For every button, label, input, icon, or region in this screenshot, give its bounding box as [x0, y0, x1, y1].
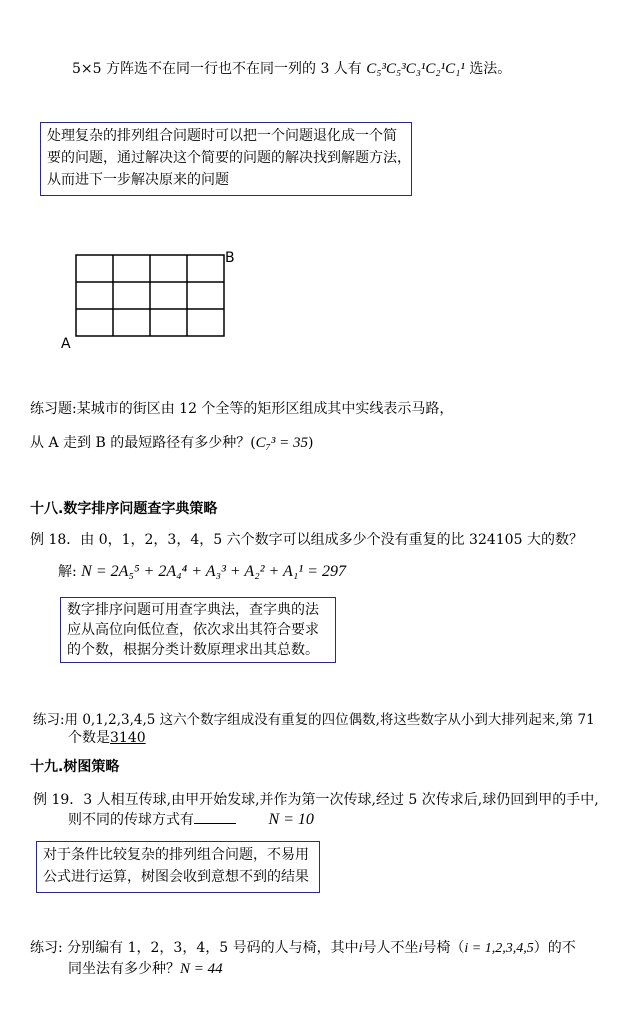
grid-lines: [76, 255, 224, 336]
exercise-3-answer: N = 44: [180, 961, 223, 977]
point-a-label: A: [61, 336, 71, 352]
section-18-title: 十八.数字排序问题查字典策略: [30, 501, 218, 517]
example-19-answer: N = 10: [268, 811, 314, 828]
example-18-text: 例 18．由 0，1，2，3，4，5 六个数字可以组成多少个没有重复的比 324105 大的数？: [30, 532, 583, 548]
exercise-3-condition: i = 1,2,3,4,5: [464, 941, 534, 956]
note-line: 处理复杂的排列组合问题时可以把一个问题退化成一个简: [47, 128, 397, 144]
section-19-title: 十九.树图策略: [30, 759, 120, 775]
street-grid-figure: [55, 240, 255, 355]
example-19-line-2: 则不同的传球方式有 N = 10: [68, 811, 314, 828]
strategy-note-box-2: [60, 597, 336, 663]
note-line: 从而进下一步解决原来的问题: [47, 172, 229, 188]
note-line: 的个数，根据分类计数原理求出其总数。: [67, 642, 319, 658]
strategy-note-box-1: [40, 122, 412, 196]
exercise-2-line-2: 个数是3140: [68, 730, 146, 746]
exercise-3-line-1: 练习: 分别编有 1，2，3，4，5 号码的人与椅，其中i号人不坐i号椅（i = 1,2,3,4,5）的不: [30, 940, 576, 956]
exercise-2-line-1: 练习:用 0,1,2,3,4,5 这六个数字组成没有重复的四位偶数,将这些数字从小到大排列起来,第 71: [33, 712, 595, 728]
combination-formula: C₅³C₅³C₃¹C₂¹C₁¹: [366, 61, 465, 77]
solution-formula: N = 2A₅⁵ + 2A₄⁴ + A₃³ + A₂² + A₁¹ = 297: [81, 563, 346, 580]
strategy-note-box-3: [36, 841, 320, 893]
point-b-label: B: [225, 250, 235, 266]
note-line: 应从高位向低位查，依次求出其符合要求: [67, 622, 319, 638]
answer-blank: [194, 811, 236, 824]
example-18-solution: 解: N = 2A₅⁵ + 2A₄⁴ + A₃³ + A₂² + A₁¹ = 297: [58, 563, 346, 580]
exercise-1-line-2: 从 A 走到 B 的最短路径有多少种？(C₇³ = 35): [30, 435, 314, 451]
exercise-3-line-2: 同坐法有多少种？N = 44: [68, 961, 223, 977]
exercise-1-formula: C₇³ = 35: [255, 435, 309, 451]
exercise-1-line-1: 练习题:某城市的街区由 12 个全等的矩形区组成其中实线表示马路，: [30, 401, 454, 417]
combination-statement: 5×5 方阵选不在同一行也不在同一列的 3 人有 C₅³C₅³C₃¹C₂¹C₁¹ 选法。: [72, 61, 512, 77]
example-19-line-1: 例 19．3 人相互传球,由甲开始发球,并作为第一次传球,经过 5 次传求后,球仍回到甲的手中,: [33, 792, 599, 808]
exercise-2-answer: 3140: [110, 730, 146, 746]
note-line: 对于条件比较复杂的排列组合问题，不易用: [43, 847, 309, 863]
note-line: 要的问题，通过解决这个简要的问题的解决找到解题方法，: [47, 150, 411, 166]
note-line: 数字排序问题可用查字典法，查字典的法: [67, 602, 319, 618]
note-line: 公式进行运算，树图会收到意想不到的结果: [43, 869, 309, 885]
